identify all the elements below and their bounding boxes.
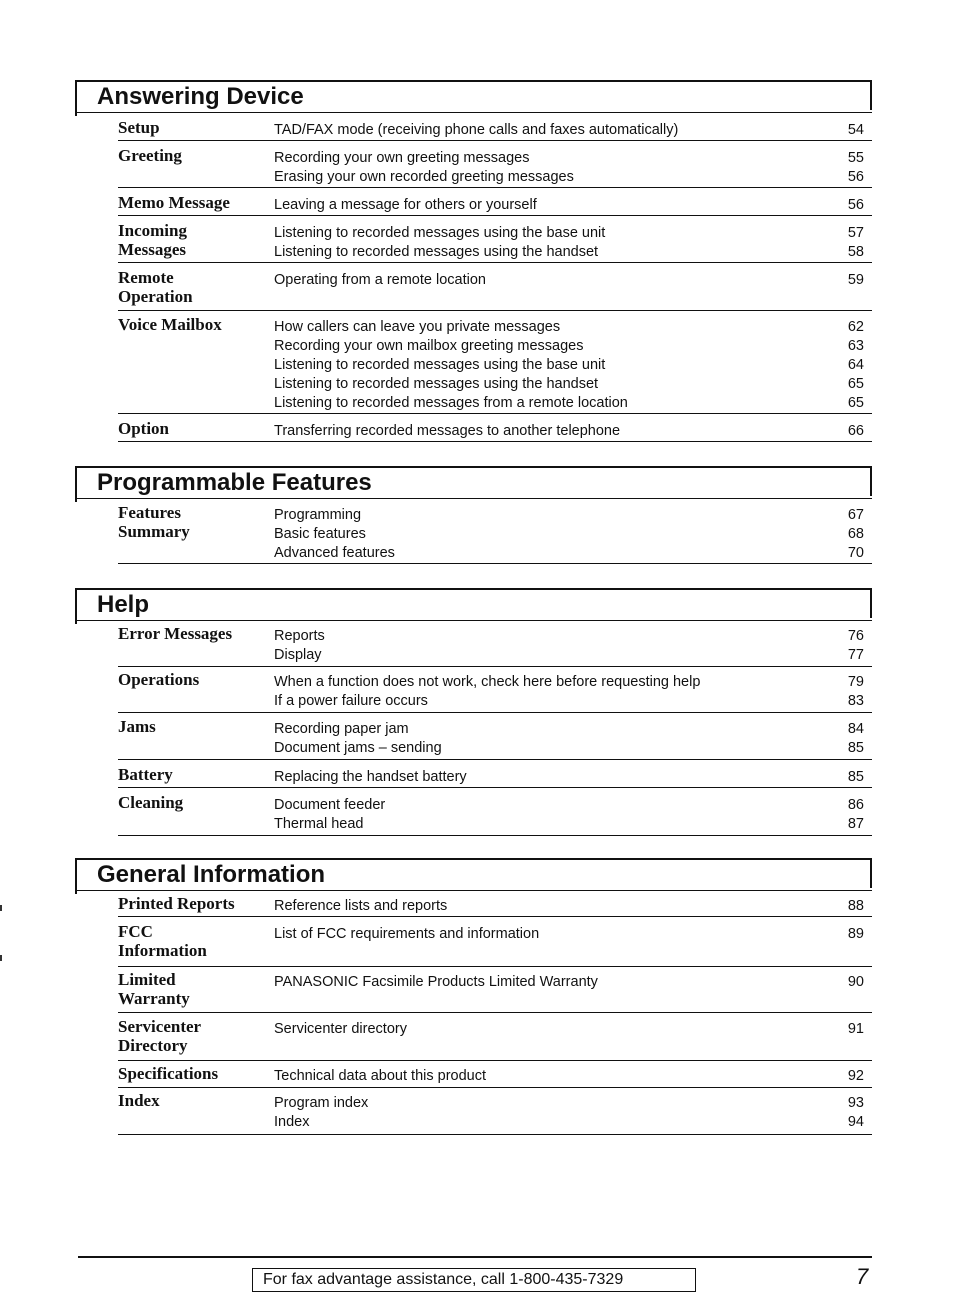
entry-page-number: 93 [847, 1095, 864, 1111]
toc-entry[interactable] [274, 149, 872, 168]
section-title: Programmable Features [97, 469, 372, 496]
section-title: General Information [97, 861, 326, 888]
toc-entry[interactable] [274, 1113, 872, 1132]
entry-description: Recording paper jam [274, 721, 409, 737]
entry-page-number: 57 [847, 225, 864, 241]
topic-line: Error Messages [118, 624, 233, 643]
group-divider [118, 1060, 872, 1061]
header-right-bar [870, 860, 872, 888]
topic-line: Specifications [118, 1064, 219, 1083]
entry-page-number: 85 [847, 740, 864, 756]
entry-page-number: 92 [847, 1068, 864, 1084]
entry-description: Index [274, 1114, 310, 1130]
topic-heading [118, 765, 268, 784]
entry-list [274, 720, 872, 758]
toc-entry[interactable] [274, 1094, 872, 1113]
group-divider [118, 966, 872, 967]
toc-entry[interactable] [274, 243, 872, 262]
header-right-bar [870, 468, 872, 496]
topic-line: Cleaning [118, 793, 184, 812]
toc-entry[interactable] [274, 394, 872, 413]
entry-description: Leaving a message for others or yourself [274, 197, 537, 213]
entry-description: Document jams – sending [274, 740, 442, 756]
entry-list [274, 506, 872, 563]
toc-entry[interactable] [274, 224, 872, 243]
entry-description: Recording your own greeting messages [274, 150, 530, 166]
topic-heading [118, 193, 268, 212]
toc-entry[interactable] [274, 796, 872, 815]
header-right-bar [870, 590, 872, 618]
entry-page-number: 79 [847, 674, 864, 690]
topic-heading [118, 503, 268, 541]
toc-entry[interactable] [274, 768, 872, 787]
topic-line: Servicenter [118, 1017, 202, 1036]
entry-description: Listening to recorded messages using the base unit [274, 225, 606, 241]
topic-line: Operations [118, 670, 200, 689]
topic-heading [118, 670, 268, 689]
topic-line: Jams [118, 717, 156, 736]
toc-entry[interactable] [274, 356, 872, 375]
toc-entry[interactable] [274, 506, 872, 525]
entry-page-number: 58 [847, 244, 864, 260]
toc-entry[interactable] [274, 925, 872, 944]
entry-list [274, 422, 872, 441]
group-divider [118, 666, 872, 667]
topic-heading [118, 922, 268, 960]
entry-description: Basic features [274, 526, 366, 542]
entry-description: Transferring recorded messages to another telephone [274, 423, 621, 439]
entry-description: Document feeder [274, 797, 386, 813]
entry-page-number: 67 [847, 507, 864, 523]
toc-entry[interactable] [274, 318, 872, 337]
topic-line: Incoming [118, 221, 187, 240]
entry-page-number: 90 [847, 974, 864, 990]
entry-page-number: 86 [847, 797, 864, 813]
entry-page-number: 56 [847, 169, 864, 185]
entry-description: Listening to recorded messages from a remote location [274, 395, 628, 411]
topic-line: Warranty [118, 989, 190, 1008]
toc-entry[interactable] [274, 271, 872, 290]
toc-entry[interactable] [274, 815, 872, 834]
entry-list [274, 768, 872, 787]
entry-page-number: 84 [847, 721, 864, 737]
toc-entry[interactable] [274, 422, 872, 441]
entry-description: Erasing your own recorded greeting messages [274, 169, 574, 185]
topic-heading [118, 118, 268, 137]
topic-heading [118, 793, 268, 812]
group-divider [118, 215, 872, 216]
assistance-box: For fax advantage assistance, call 1-800-435-7329 [252, 1268, 696, 1292]
entry-page-number: 64 [847, 357, 864, 373]
entry-description: When a function does not work, check here before requesting help [274, 674, 701, 690]
topic-heading [118, 970, 268, 1008]
entry-list [274, 796, 872, 834]
topic-line: FCC [118, 922, 153, 941]
group-divider [118, 1012, 872, 1013]
header-underline [75, 112, 872, 113]
topic-heading [118, 221, 268, 259]
entry-description: List of FCC requirements and information [274, 926, 540, 942]
topic-line: Option [118, 419, 170, 438]
topic-line: Greeting [118, 146, 182, 165]
group-divider [118, 262, 872, 263]
topic-line: Index [118, 1091, 160, 1110]
group-divider [118, 140, 872, 141]
group-divider [118, 563, 872, 564]
entry-page-number: 89 [847, 926, 864, 942]
header-left-bar [75, 82, 77, 116]
entry-list [274, 673, 872, 711]
entry-page-number: 59 [847, 272, 864, 288]
entry-page-number: 91 [847, 1021, 864, 1037]
entry-description: Recording your own mailbox greeting messages [274, 338, 584, 354]
topic-line: Printed Reports [118, 894, 235, 913]
group-divider [118, 441, 872, 442]
topic-line: Information [118, 941, 207, 960]
entry-description: Thermal head [274, 816, 364, 832]
page-number: 7 [856, 1264, 869, 1289]
header-underline [75, 620, 872, 621]
entry-page-number: 63 [847, 338, 864, 354]
entry-page-number: 54 [847, 122, 864, 138]
entry-description: Listening to recorded messages using the handset [274, 376, 599, 392]
entry-description: Reference lists and reports [274, 898, 448, 914]
entry-list [274, 1020, 872, 1039]
topic-heading [118, 1064, 268, 1083]
section-title: Answering Device [97, 83, 304, 110]
entry-list [274, 318, 872, 413]
entry-description: Listening to recorded messages using the handset [274, 244, 599, 260]
group-divider [118, 187, 872, 188]
entry-description: Display [274, 647, 322, 663]
topic-heading [118, 1017, 268, 1055]
entry-description: Listening to recorded messages using the base unit [274, 357, 606, 373]
toc-entry[interactable] [274, 673, 872, 692]
toc-entry[interactable] [274, 720, 872, 739]
entry-description: How callers can leave you private messages [274, 319, 561, 335]
toc-entry[interactable] [274, 375, 872, 394]
entry-page-number: 66 [847, 423, 864, 439]
topic-line: Voice Mailbox [118, 315, 222, 334]
topic-heading [118, 894, 268, 913]
header-underline [75, 498, 872, 499]
section-header-programmable-features [75, 466, 872, 496]
topic-line: Operation [118, 287, 193, 306]
entry-page-number: 88 [847, 898, 864, 914]
header-left-bar [75, 860, 77, 894]
topic-line: Features [118, 503, 181, 522]
group-divider [118, 413, 872, 414]
header-left-bar [75, 468, 77, 502]
entry-description: Program index [274, 1095, 369, 1111]
toc-entry[interactable] [274, 973, 872, 992]
toc-entry[interactable] [274, 897, 872, 916]
header-right-bar [870, 82, 872, 110]
entry-page-number: 76 [847, 628, 864, 644]
group-divider [118, 759, 872, 760]
toc-entry[interactable] [274, 168, 872, 187]
topic-heading [118, 268, 268, 306]
entry-description: Reports [274, 628, 325, 644]
group-divider [118, 310, 872, 311]
entry-list [274, 1067, 872, 1086]
toc-entry[interactable] [274, 692, 872, 711]
entry-list [274, 121, 872, 140]
entry-list [274, 271, 872, 290]
entry-list [274, 224, 872, 262]
entry-description: Advanced features [274, 545, 395, 561]
toc-entry[interactable] [274, 544, 872, 563]
entry-description: TAD/FAX mode (receiving phone calls and faxes automatically) [274, 122, 679, 138]
entry-description: Servicenter directory [274, 1021, 407, 1037]
toc-entry[interactable] [274, 196, 872, 215]
topic-line: Summary [118, 522, 190, 541]
entry-description: Technical data about this product [274, 1068, 486, 1084]
topic-line: Limited [118, 970, 176, 989]
entry-page-number: 55 [847, 150, 864, 166]
topic-line: Directory [118, 1036, 188, 1055]
entry-list [274, 1094, 872, 1132]
entry-list [274, 897, 872, 916]
entry-page-number: 70 [847, 545, 864, 561]
section-header-help [75, 588, 872, 618]
toc-entry[interactable] [274, 121, 872, 140]
group-divider [118, 1134, 872, 1135]
topic-line: Messages [118, 240, 186, 259]
entry-page-number: 87 [847, 816, 864, 832]
entry-description: Replacing the handset battery [274, 769, 467, 785]
entry-description: PANASONIC Facsimile Products Limited Warranty [274, 974, 598, 990]
entry-page-number: 65 [847, 376, 864, 392]
topic-heading [118, 1091, 268, 1110]
topic-line: Memo Message [118, 193, 230, 212]
section-header-general-information [75, 858, 872, 888]
group-divider [118, 1087, 872, 1088]
margin-mark [0, 955, 2, 961]
entry-page-number: 56 [847, 197, 864, 213]
entry-list [274, 925, 872, 944]
entry-list [274, 627, 872, 665]
toc-entry[interactable] [274, 1067, 872, 1086]
header-left-bar [75, 590, 77, 624]
group-divider [118, 787, 872, 788]
margin-mark [0, 905, 2, 911]
group-divider [118, 916, 872, 917]
entry-list [274, 973, 872, 992]
entry-page-number: 62 [847, 319, 864, 335]
section-header-answering-device [75, 80, 872, 110]
toc-entry[interactable] [274, 1020, 872, 1039]
toc-entry[interactable] [274, 739, 872, 758]
entry-page-number: 65 [847, 395, 864, 411]
toc-entry[interactable] [274, 337, 872, 356]
entry-description: Programming [274, 507, 362, 523]
entry-page-number: 83 [847, 693, 864, 709]
entry-page-number: 94 [847, 1114, 864, 1130]
entry-description: If a power failure occurs [274, 693, 428, 709]
entry-page-number: 68 [847, 526, 864, 542]
group-divider [118, 835, 872, 836]
topic-line: Battery [118, 765, 173, 784]
topic-heading [118, 315, 268, 334]
entry-list [274, 149, 872, 187]
topic-heading [118, 717, 268, 736]
entry-page-number: 77 [847, 647, 864, 663]
header-underline [75, 890, 872, 891]
entry-list [274, 196, 872, 215]
section-title: Help [97, 591, 150, 618]
topic-heading [118, 624, 268, 643]
entry-page-number: 85 [847, 769, 864, 785]
topic-line: Remote [118, 268, 174, 287]
toc-entry[interactable] [274, 525, 872, 544]
topic-heading [118, 419, 268, 438]
footer-rule [78, 1256, 872, 1258]
toc-entry[interactable] [274, 646, 872, 665]
toc-entry[interactable] [274, 627, 872, 646]
topic-line: Setup [118, 118, 160, 137]
group-divider [118, 712, 872, 713]
topic-heading [118, 146, 268, 165]
entry-description: Operating from a remote location [274, 272, 486, 288]
